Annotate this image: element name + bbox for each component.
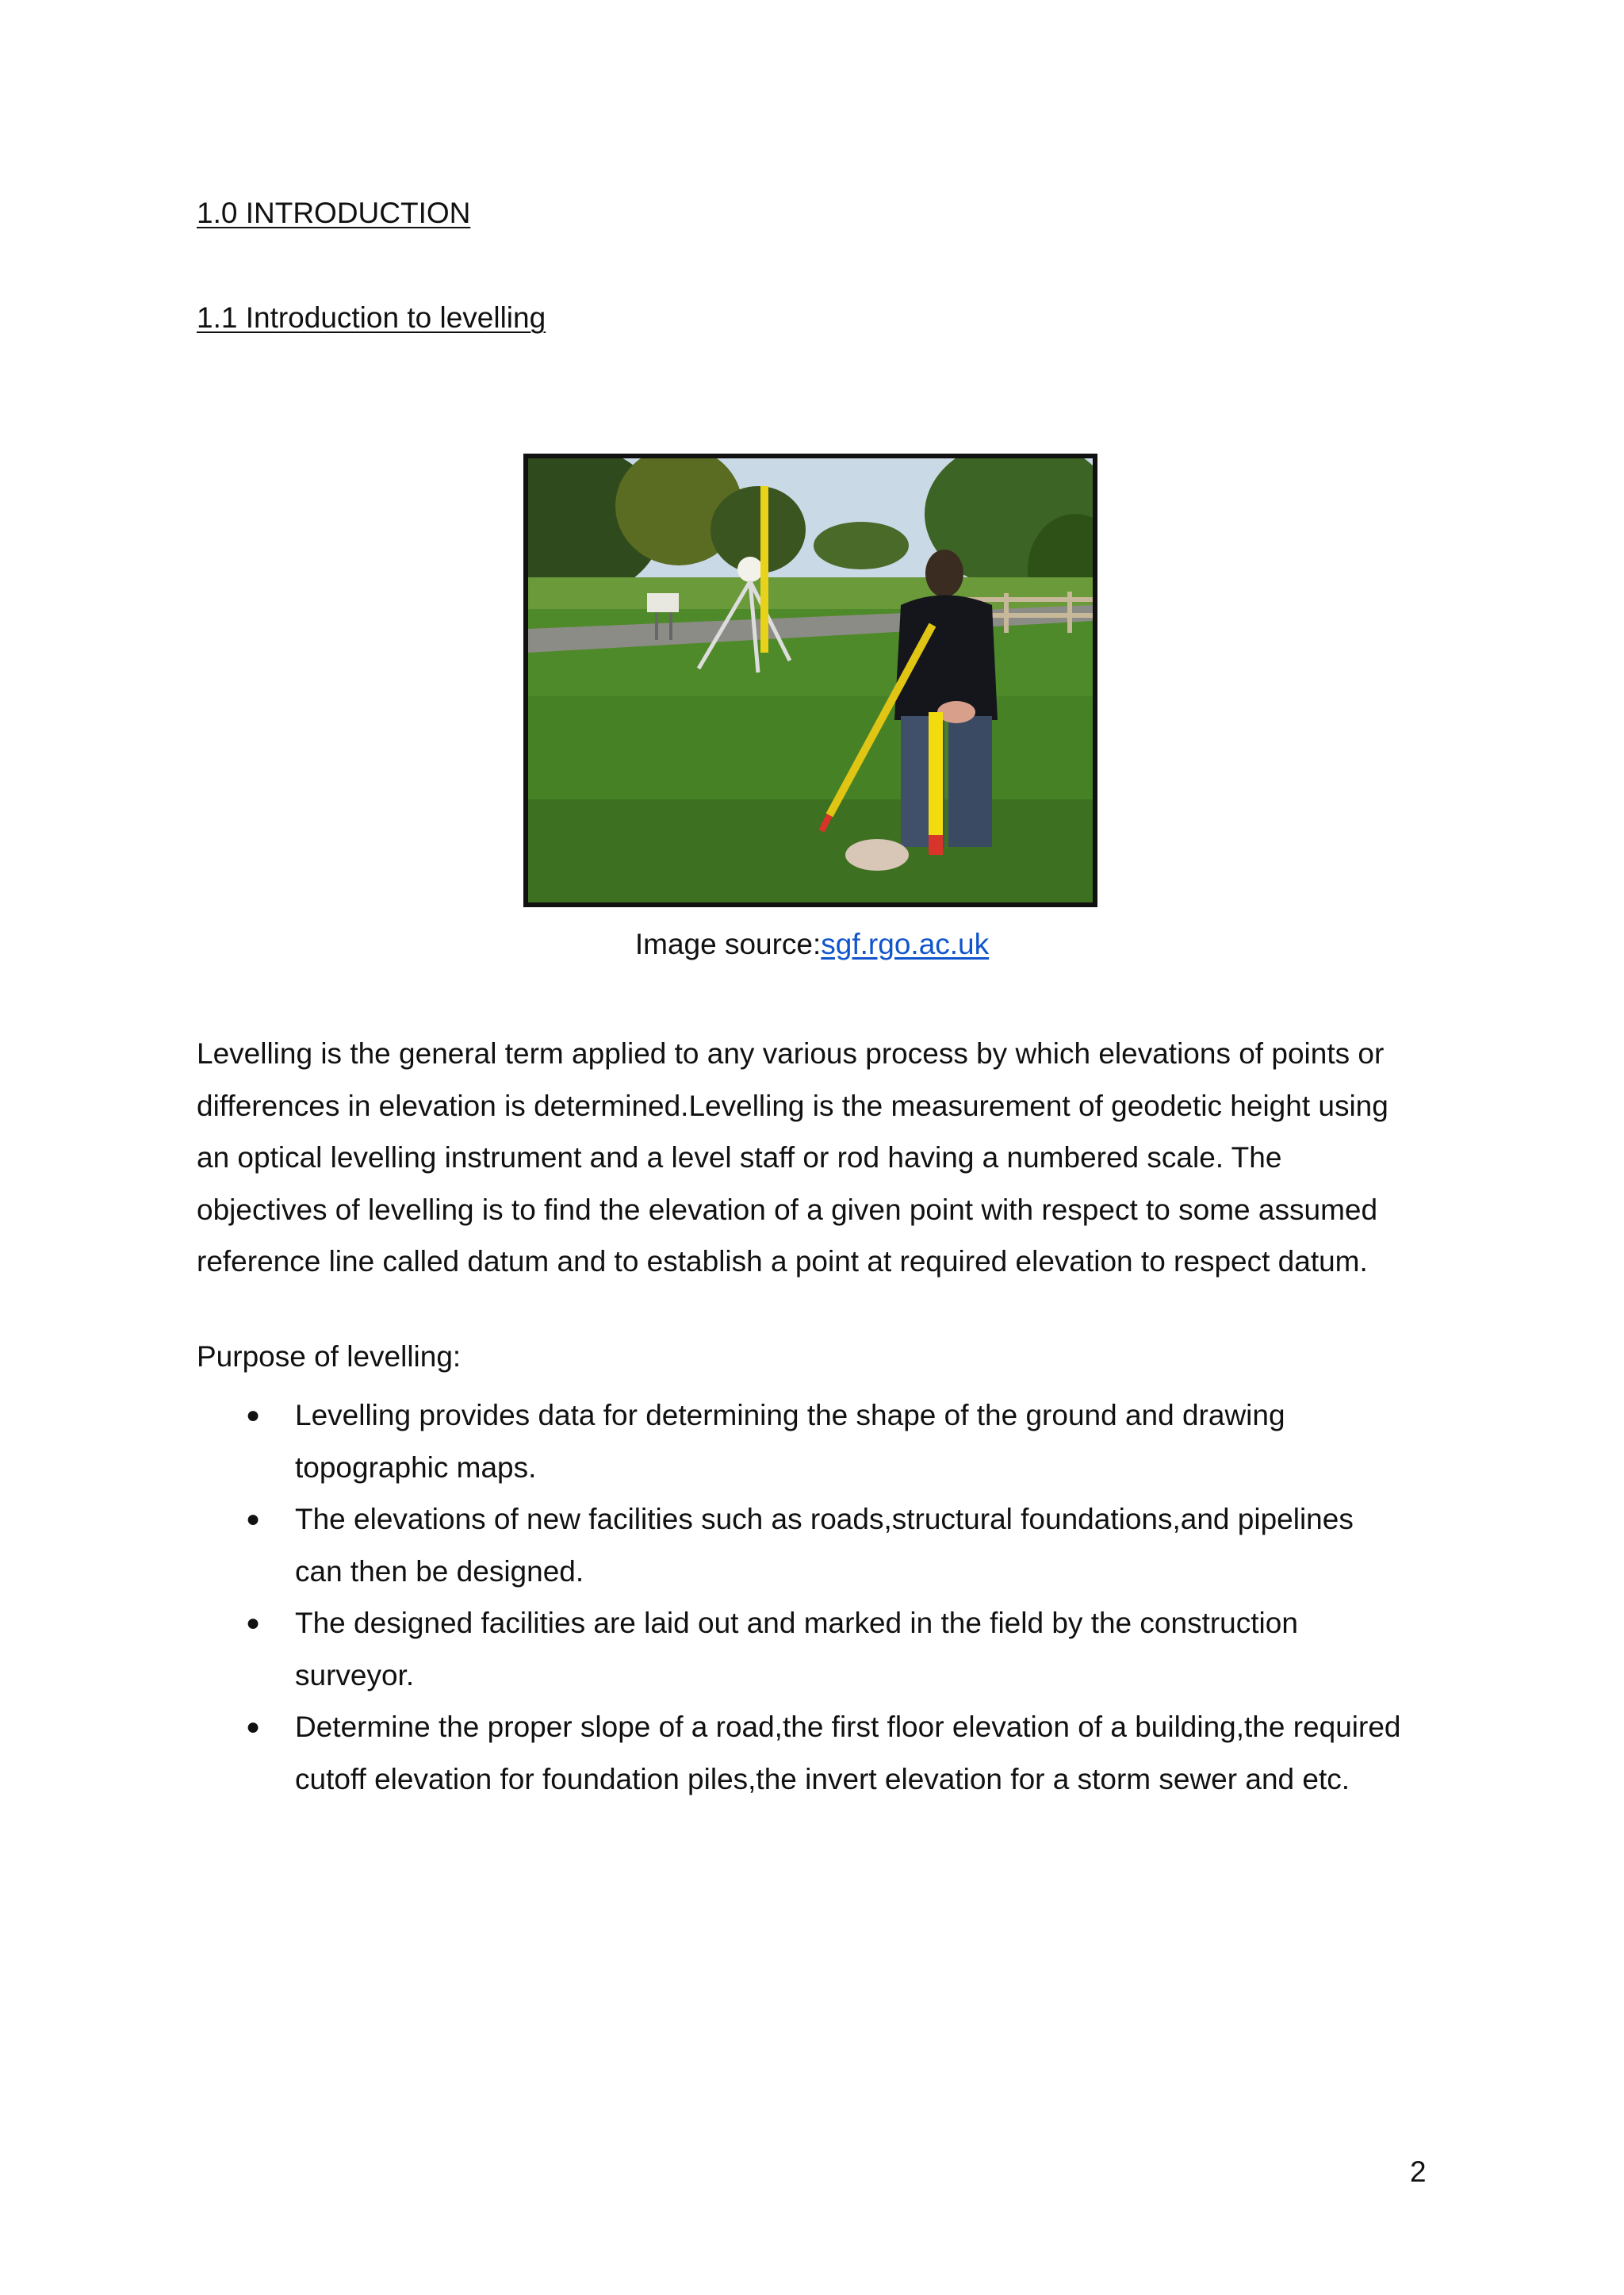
bullet-icon: ● [246, 1506, 261, 1532]
bullet-icon: ● [246, 1402, 261, 1428]
caption-prefix: Image source: [634, 928, 822, 960]
list-item-line: Levelling provides data for determining the shape of the ground and drawing [295, 1399, 1285, 1431]
list-item [197, 1701, 1465, 1805]
paragraph-line: differences in elevation is determined.Levelling is the measurement of geodetic height using [197, 1089, 1388, 1122]
caption-source-link[interactable]: sgf.rgo.ac.uk [821, 928, 990, 960]
list-item-line: The elevations of new facilities such as roads,structural foundations,and pipelines [295, 1503, 1354, 1535]
paragraph-line: Levelling is the general term applied to any various process by which elevations of points or [197, 1037, 1385, 1070]
list-item [197, 1493, 1465, 1597]
levelling-photo-illustration [528, 458, 1093, 902]
levelling-photo [523, 454, 1097, 907]
paragraph-line: objectives of levelling is to find the elevation of a given point with respect to some assumed [197, 1193, 1378, 1226]
list-item-line: cutoff elevation for foundation piles,the invert elevation for a storm sewer and etc. [295, 1762, 1350, 1795]
subsection-heading: 1.1 Introduction to levelling [197, 301, 546, 334]
figure-caption [0, 926, 1624, 963]
paragraph-line: reference line called datum and to establish a point at required elevation to respect datum. [197, 1245, 1368, 1278]
list-item [197, 1597, 1465, 1701]
list-item-line: can then be designed. [295, 1554, 584, 1588]
list-item [197, 1389, 1465, 1493]
list-item-line: The designed facilities are laid out and marked in the field by the construction [295, 1607, 1298, 1639]
list-item-line: topographic maps. [295, 1450, 537, 1484]
list-item-line: Determine the proper slope of a road,the first floor elevation of a building,the required [295, 1711, 1401, 1743]
purpose-title: Purpose of levelling: [197, 1340, 462, 1373]
bullet-icon: ● [246, 1610, 261, 1636]
paragraph-line: an optical levelling instrument and a level staff or rod having a numbered scale. The [197, 1141, 1282, 1174]
purpose-list [197, 1389, 1465, 1805]
bullet-icon: ● [246, 1714, 261, 1740]
page-number: 2 [1410, 2155, 1427, 2188]
section-heading: 1.0 INTRODUCTION [197, 197, 471, 229]
list-item-line: surveyor. [295, 1658, 415, 1692]
intro-paragraph [197, 1028, 1434, 1288]
